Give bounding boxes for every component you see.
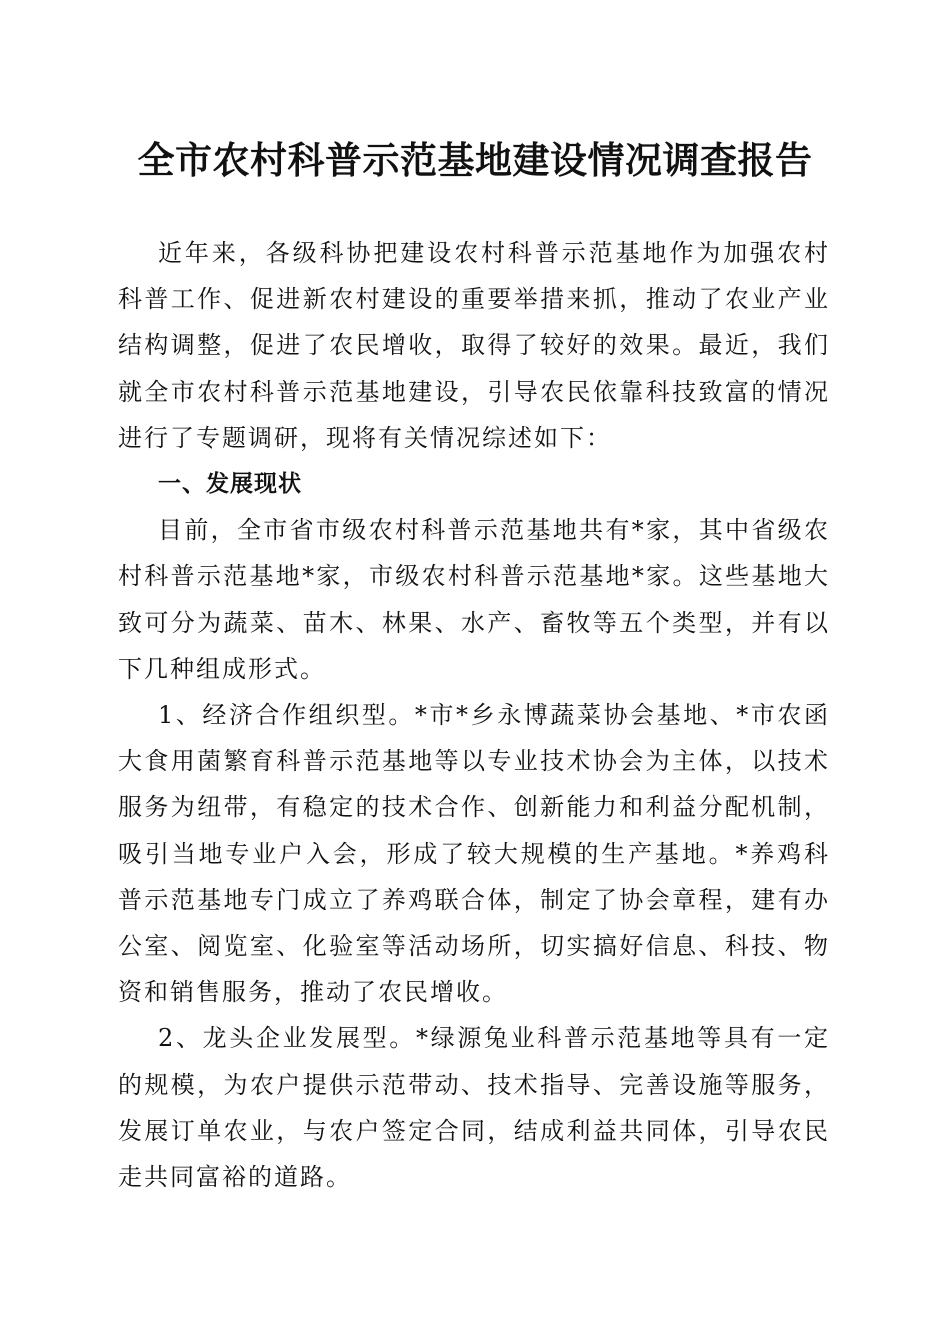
body-paragraph: 目前，全市省市级农村科普示范基地共有*家，其中省级农村科普示范基地*家，市级农村科普示范基地*家。这些基地大致可分为蔬菜、苗木、林果、水产、畜牧等五个类型，并有以下几种组成形式。 [118,516,830,683]
intro-paragraph: 近年来，各级科协把建设农村科普示范基地作为加强农村科普工作、促进新农村建设的重要举措来抓，推动了农业产业结构调整，促进了农民增收，取得了较好的效果。最近，我们就全市农村科普示范基地建设，引导农民依靠科技致富的情况进行了专题调研，现将有关情况综述如下： [118,239,830,452]
document-title: 全市农村科普示范基地建设情况调查报告 [137,138,813,182]
body-paragraph: 1、经济合作组织型。*市*乡永博蔬菜协会基地、*市农函大食用菌繁育科普示范基地等以专业技术协会为主体，以技术服务为纽带，有稳定的技术合作、创新能力和利益分配机制，吸引当地专业户入会，形成了较大规模的生产基地。*养鸡科普示范基地专门成立了养鸡联合体，制定了协会章程，建有办公室、阅览室、化验室等活动场所，切实搞好信息、科技、物资和销售服务，推动了农民增收。 [118,701,830,1007]
section-heading: 一、发展现状 [158,471,302,498]
body-paragraph: 2、龙头企业发展型。*绿源兔业科普示范基地等具有一定的规模，为农户提供示范带动、技术指导、完善设施等服务，发展订单农业，与农户签定合同，结成利益共同体，引导农民走共同富裕的道路。 [118,1024,830,1192]
document-body [118,230,830,1200]
